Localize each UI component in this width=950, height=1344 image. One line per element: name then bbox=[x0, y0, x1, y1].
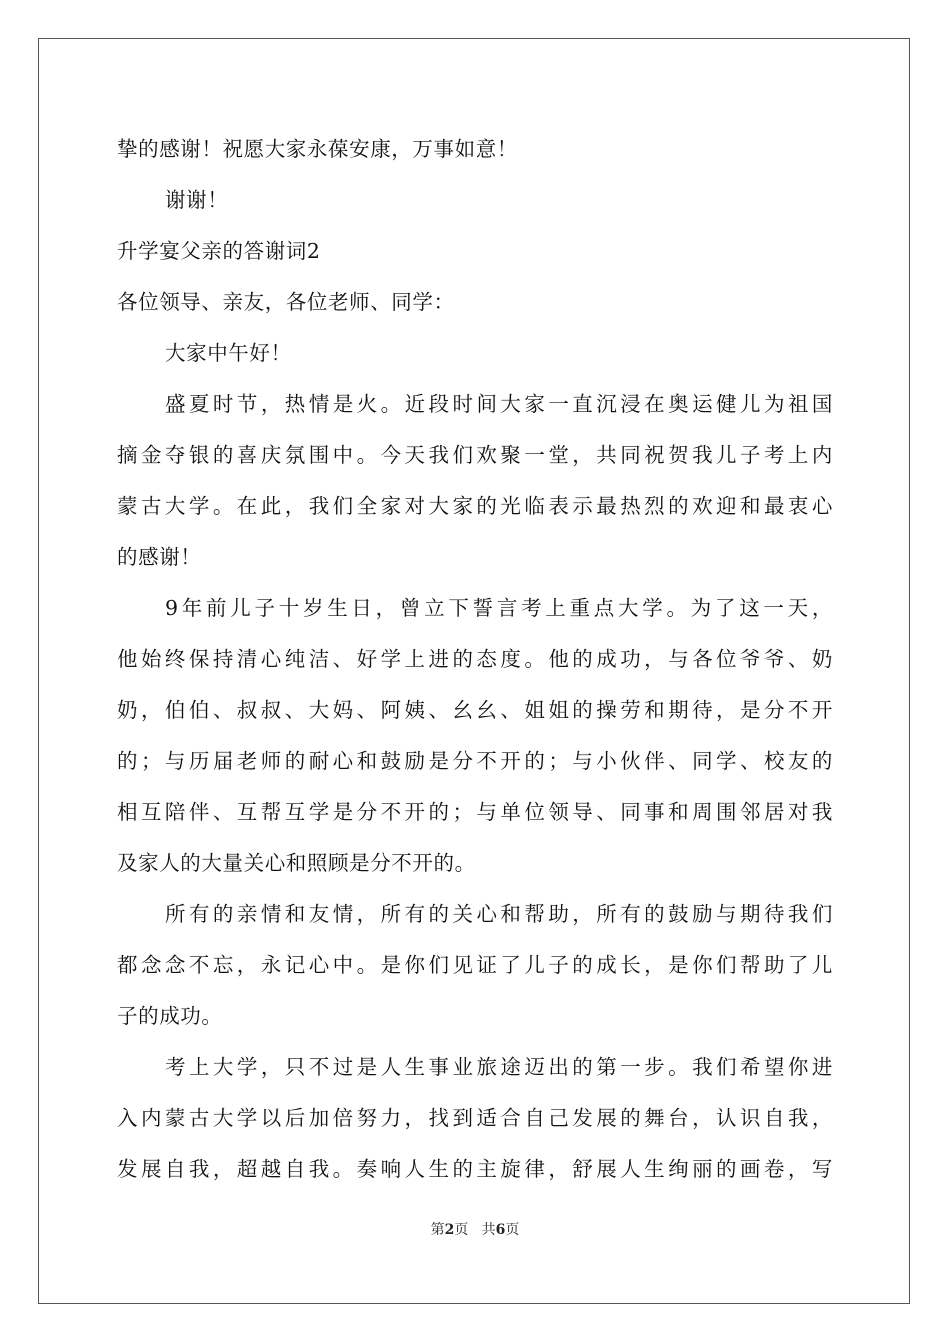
text-line: 考上大学，只不过是人生事业旅途迈出的第一步。我们希望你进 bbox=[165, 1055, 833, 1079]
text-line: 都念念不忘，永记心中。是你们见证了儿子的成长，是你们帮助了儿 bbox=[117, 953, 833, 977]
footer-page-suffix: 页 bbox=[454, 1222, 469, 1238]
text-line: 他始终保持清心纯洁、好学上进的态度。他的成功，与各位爷爷、奶 bbox=[117, 647, 833, 671]
text-line: 大家中午好！ bbox=[165, 341, 292, 365]
text-line: 挚的感谢！祝愿大家永葆安康，万事如意！ bbox=[117, 137, 518, 161]
footer-page-number: 2 bbox=[444, 1222, 455, 1238]
footer-total-prefix: 共 bbox=[481, 1222, 496, 1238]
text-line: 各位领导、亲友，各位老师、同学： bbox=[117, 290, 455, 314]
text-line: 的；与历届老师的耐心和鼓励是分不开的；与小伙伴、同学、校友的 bbox=[117, 749, 833, 773]
text-line: 9年前儿子十岁生日，曾立下誓言考上重点大学。为了这一天， bbox=[165, 596, 833, 620]
document-body bbox=[117, 124, 833, 1195]
text-line: 相互陪伴、互帮互学是分不开的；与单位领导、同事和周围邻居对我 bbox=[117, 800, 833, 824]
text-line: 发展自我，超越自我。奏响人生的主旋律，舒展人生绚丽的画卷，写 bbox=[117, 1157, 833, 1181]
text-line: 入内蒙古大学以后加倍努力，找到适合自己发展的舞台，认识自我， bbox=[117, 1106, 833, 1130]
text-line: 奶，伯伯、叔叔、大妈、阿姨、幺幺、姐姐的操劳和期待，是分不开 bbox=[117, 698, 833, 722]
page-footer bbox=[0, 1219, 950, 1239]
text-line: 的感谢！ bbox=[117, 545, 202, 569]
text-line: 蒙古大学。在此，我们全家对大家的光临表示最热烈的欢迎和最衷心 bbox=[117, 494, 833, 518]
footer-total-pages: 6 bbox=[495, 1222, 506, 1238]
text-line: 升学宴父亲的答谢词2 bbox=[117, 239, 321, 263]
footer-total-suffix: 页 bbox=[505, 1222, 520, 1238]
text-line: 及家人的大量关心和照顾是分不开的。 bbox=[117, 851, 476, 875]
text-line: 谢谢！ bbox=[165, 188, 229, 212]
text-line: 摘金夺银的喜庆氛围中。今天我们欢聚一堂，共同祝贺我儿子考上内 bbox=[117, 443, 833, 467]
text-line: 盛夏时节，热情是火。近段时间大家一直沉浸在奥运健儿为祖国 bbox=[165, 392, 833, 416]
footer-prefix: 第 bbox=[430, 1222, 445, 1238]
text-line: 所有的亲情和友情，所有的关心和帮助，所有的鼓励与期待我们 bbox=[165, 902, 833, 926]
text-line: 子的成功。 bbox=[117, 1004, 223, 1028]
